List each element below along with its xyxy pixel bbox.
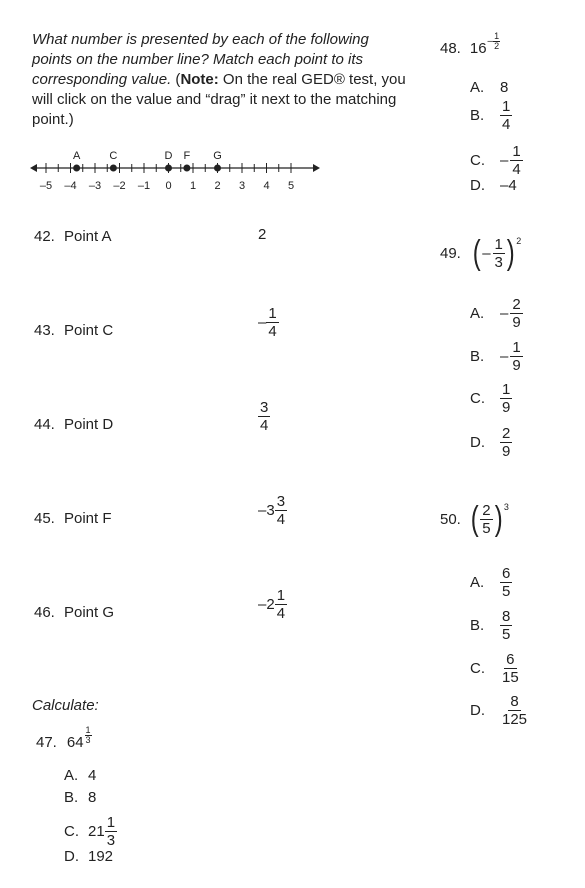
- q50-option-fraction: [500, 652, 521, 685]
- number-line: [28, 142, 328, 194]
- value-fraction-numerator: 3: [276, 493, 286, 510]
- q49-option-letter: C.: [470, 390, 485, 407]
- q50-option-fraction-numerator: 8: [502, 608, 511, 625]
- q50-option: [470, 694, 529, 727]
- q49-option-letter: D.: [470, 434, 485, 451]
- question-49: [440, 236, 521, 270]
- q49-option-fraction-denominator: 9: [512, 314, 521, 331]
- q47-exp-numerator: 1: [85, 725, 91, 735]
- matching-row: [34, 320, 113, 340]
- number-line-left-arrow: [30, 164, 37, 172]
- point-c-label: C: [109, 150, 118, 162]
- instructions-italic: What number is presented by each of the following points on the number line? Match each point to its corresponding value.: [32, 31, 369, 88]
- tick-label: –4: [64, 180, 77, 192]
- q48-option-letter: C.: [470, 152, 485, 169]
- q47-option-letter: D.: [64, 848, 79, 865]
- q50-option-fraction: [500, 566, 512, 599]
- value-fraction: [275, 494, 287, 527]
- q49-option-fraction-denominator: 9: [502, 399, 511, 416]
- note-text: On the real GED® test, you will click on the value and “drag” it next to the matching point.): [32, 71, 406, 128]
- q48-option-text: 8: [500, 79, 509, 96]
- q50-option-letter: B.: [470, 617, 485, 634]
- q50-left-paren: (: [470, 500, 479, 538]
- tick-label: –3: [88, 180, 102, 192]
- q49-option-sign: –: [500, 348, 509, 365]
- q48-option-fraction: [510, 144, 522, 177]
- value-fraction: [266, 306, 278, 339]
- q50-option-fraction: [500, 609, 512, 642]
- tick-label: 1: [189, 180, 197, 192]
- point-f-label: F: [183, 150, 191, 162]
- q50-option-fraction-denominator: 5: [502, 583, 511, 600]
- q49-left-paren: (: [472, 234, 481, 272]
- q48-option-letter: A.: [470, 79, 485, 96]
- value-fraction-denominator: 4: [260, 417, 269, 434]
- q48-option-letter: D.: [470, 177, 485, 194]
- q48-option-fraction-denominator: 4: [502, 116, 511, 133]
- value-sign: –: [258, 502, 267, 519]
- q49-option-fraction: [500, 382, 512, 415]
- q50-option: [470, 566, 512, 599]
- matching-point-label: Point A: [64, 227, 112, 245]
- q49-exponent: 2: [516, 236, 522, 246]
- q50-denominator: 5: [482, 519, 491, 537]
- note-label: Note:: [180, 71, 219, 88]
- value-fraction-denominator: 4: [276, 605, 286, 622]
- q49-option: [470, 340, 523, 373]
- q48-option: [470, 79, 508, 96]
- matching-number: 44.: [34, 415, 55, 433]
- q47-option: [64, 848, 113, 865]
- matching-value: [258, 306, 279, 339]
- q47-option: [64, 815, 117, 848]
- q49-option-fraction: [510, 297, 522, 330]
- note-open: (: [171, 71, 181, 88]
- q50-exponent: 3: [503, 502, 509, 512]
- value-fraction-denominator: 4: [276, 511, 286, 528]
- q47-option-text: 4: [88, 767, 97, 784]
- value-whole: 3: [266, 502, 275, 519]
- q48-exp-denominator: 2: [494, 41, 500, 51]
- q47-option-text: 192: [88, 848, 114, 865]
- value-fraction: [275, 588, 287, 621]
- q49-option: [470, 382, 512, 415]
- q48-option-text: –4: [500, 177, 517, 194]
- q49-option: [470, 297, 523, 330]
- matching-row: [34, 602, 114, 622]
- matching-value: [258, 588, 287, 621]
- q47-exponent: [85, 726, 92, 745]
- q49-option-fraction-denominator: 9: [502, 443, 511, 460]
- q50-option-fraction-denominator: 125: [502, 711, 528, 728]
- tick-label: 5: [287, 180, 295, 192]
- point-d-dot: [165, 165, 172, 172]
- matching-row: [34, 414, 113, 434]
- q49-option-sign: –: [500, 305, 509, 322]
- q49-option-fraction-numerator: 2: [502, 425, 511, 442]
- q48-option-sign: –: [500, 152, 509, 169]
- q47-option-letter: B.: [64, 789, 79, 806]
- tick-label: –2: [113, 180, 126, 192]
- tick-label: 2: [214, 180, 221, 192]
- q50-option-fraction-numerator: 8: [510, 693, 519, 710]
- q49-sign: –: [482, 244, 491, 262]
- q49-option-fraction: [510, 340, 522, 373]
- value-fraction: [258, 400, 270, 433]
- q49-option: [470, 426, 512, 459]
- matching-row: [34, 508, 112, 528]
- value-integer: 2: [258, 226, 267, 243]
- q47-option-letter: A.: [64, 767, 79, 784]
- q49-number: 49.: [440, 244, 461, 262]
- q49-right-paren: ): [506, 234, 515, 272]
- q48-option-letter: B.: [470, 107, 485, 124]
- q50-option: [470, 609, 512, 642]
- matching-number: 45.: [34, 509, 55, 527]
- q50-option-fraction-numerator: 6: [506, 651, 515, 668]
- q48-option-fraction-numerator: 1: [502, 98, 511, 115]
- q48-option: [470, 144, 523, 177]
- q47-option-fraction: [105, 815, 117, 848]
- tick-label: 3: [238, 180, 246, 192]
- matching-row: [34, 226, 112, 246]
- question-47: [36, 725, 92, 751]
- value-fraction-numerator: 1: [276, 587, 286, 604]
- q47-option-text: 8: [88, 789, 97, 806]
- value-fraction-denominator: 4: [268, 323, 277, 340]
- q50-number: 50.: [440, 510, 461, 528]
- q48-option: [470, 177, 517, 194]
- q48-option-fraction: [500, 99, 512, 132]
- q49-option-fraction-numerator: 1: [502, 381, 511, 398]
- value-sign: –: [258, 314, 267, 331]
- q50-option-fraction-denominator: 15: [502, 669, 519, 686]
- matching-number: 42.: [34, 227, 55, 245]
- q48-exp-numerator: 1: [494, 31, 500, 41]
- point-g-label: G: [213, 150, 222, 162]
- value-sign: –: [258, 596, 267, 613]
- tick-label: –1: [137, 180, 151, 192]
- value-fraction-numerator: 3: [260, 399, 269, 416]
- q48-option: [470, 99, 512, 132]
- q50-fraction: [480, 503, 492, 536]
- q49-option-letter: B.: [470, 348, 485, 365]
- question-50: [440, 502, 509, 536]
- q49-fraction: [493, 237, 505, 270]
- matching-number: 46.: [34, 603, 55, 621]
- q48-option-fraction-numerator: 1: [512, 143, 521, 160]
- point-c-dot: [110, 165, 117, 172]
- q48-base: 16: [469, 40, 487, 57]
- point-a-dot: [73, 165, 80, 172]
- q50-right-paren: ): [494, 500, 503, 538]
- q47-option: [64, 789, 96, 806]
- q50-option-fraction-numerator: 6: [502, 565, 511, 582]
- matching-point-label: Point C: [64, 321, 114, 339]
- q47-option-letter: C.: [64, 823, 79, 840]
- matching-number: 43.: [34, 321, 55, 339]
- q48-exponent: [493, 32, 500, 51]
- q47-option-fraction-numerator: 1: [106, 814, 116, 831]
- number-line-right-arrow: [313, 164, 320, 172]
- q47-exp-denominator: 3: [85, 735, 91, 745]
- q49-option-fraction-numerator: 1: [512, 339, 521, 356]
- q50-option-fraction: [500, 694, 529, 727]
- matching-point-label: Point D: [64, 415, 114, 433]
- point-g-dot: [214, 165, 221, 172]
- q49-option-fraction-denominator: 9: [512, 357, 521, 374]
- tick-label: 0: [165, 180, 172, 192]
- q49-numerator: 1: [494, 235, 503, 253]
- q50-option-letter: C.: [470, 660, 485, 677]
- q47-base: 64: [66, 734, 84, 751]
- q49-option-fraction: [500, 426, 512, 459]
- question-48: [440, 31, 500, 57]
- q48-number: 48.: [440, 40, 461, 57]
- q50-option-letter: D.: [470, 702, 485, 719]
- q48-option-fraction-denominator: 4: [512, 161, 521, 178]
- q47-option-fraction-denominator: 3: [106, 832, 116, 849]
- point-f-dot: [183, 165, 190, 172]
- point-d-label: D: [164, 150, 173, 162]
- q50-numerator: 2: [482, 501, 491, 519]
- q47-option-whole: 21: [88, 823, 105, 840]
- matching-value: [258, 494, 287, 527]
- matching-point-label: Point F: [64, 509, 112, 527]
- matching-value: [258, 226, 266, 243]
- q50-option-letter: A.: [470, 574, 485, 591]
- tick-label: 4: [263, 180, 270, 192]
- q49-denominator: 3: [494, 253, 503, 271]
- point-a-label: A: [72, 150, 81, 162]
- q47-number: 47.: [36, 734, 57, 751]
- instructions: [32, 30, 407, 130]
- matching-point-label: Point G: [64, 603, 115, 621]
- value-whole: 2: [266, 596, 275, 613]
- tick-label: –5: [39, 180, 53, 192]
- q48-exp-sign: –: [487, 36, 494, 47]
- q50-option: [470, 652, 521, 685]
- matching-value: [258, 400, 270, 433]
- q49-option-fraction-numerator: 2: [512, 296, 521, 313]
- q47-option: [64, 767, 96, 784]
- q50-option-fraction-denominator: 5: [502, 626, 511, 643]
- value-fraction-numerator: 1: [268, 305, 277, 322]
- q49-option-letter: A.: [470, 305, 485, 322]
- calculate-heading: Calculate:: [32, 697, 99, 714]
